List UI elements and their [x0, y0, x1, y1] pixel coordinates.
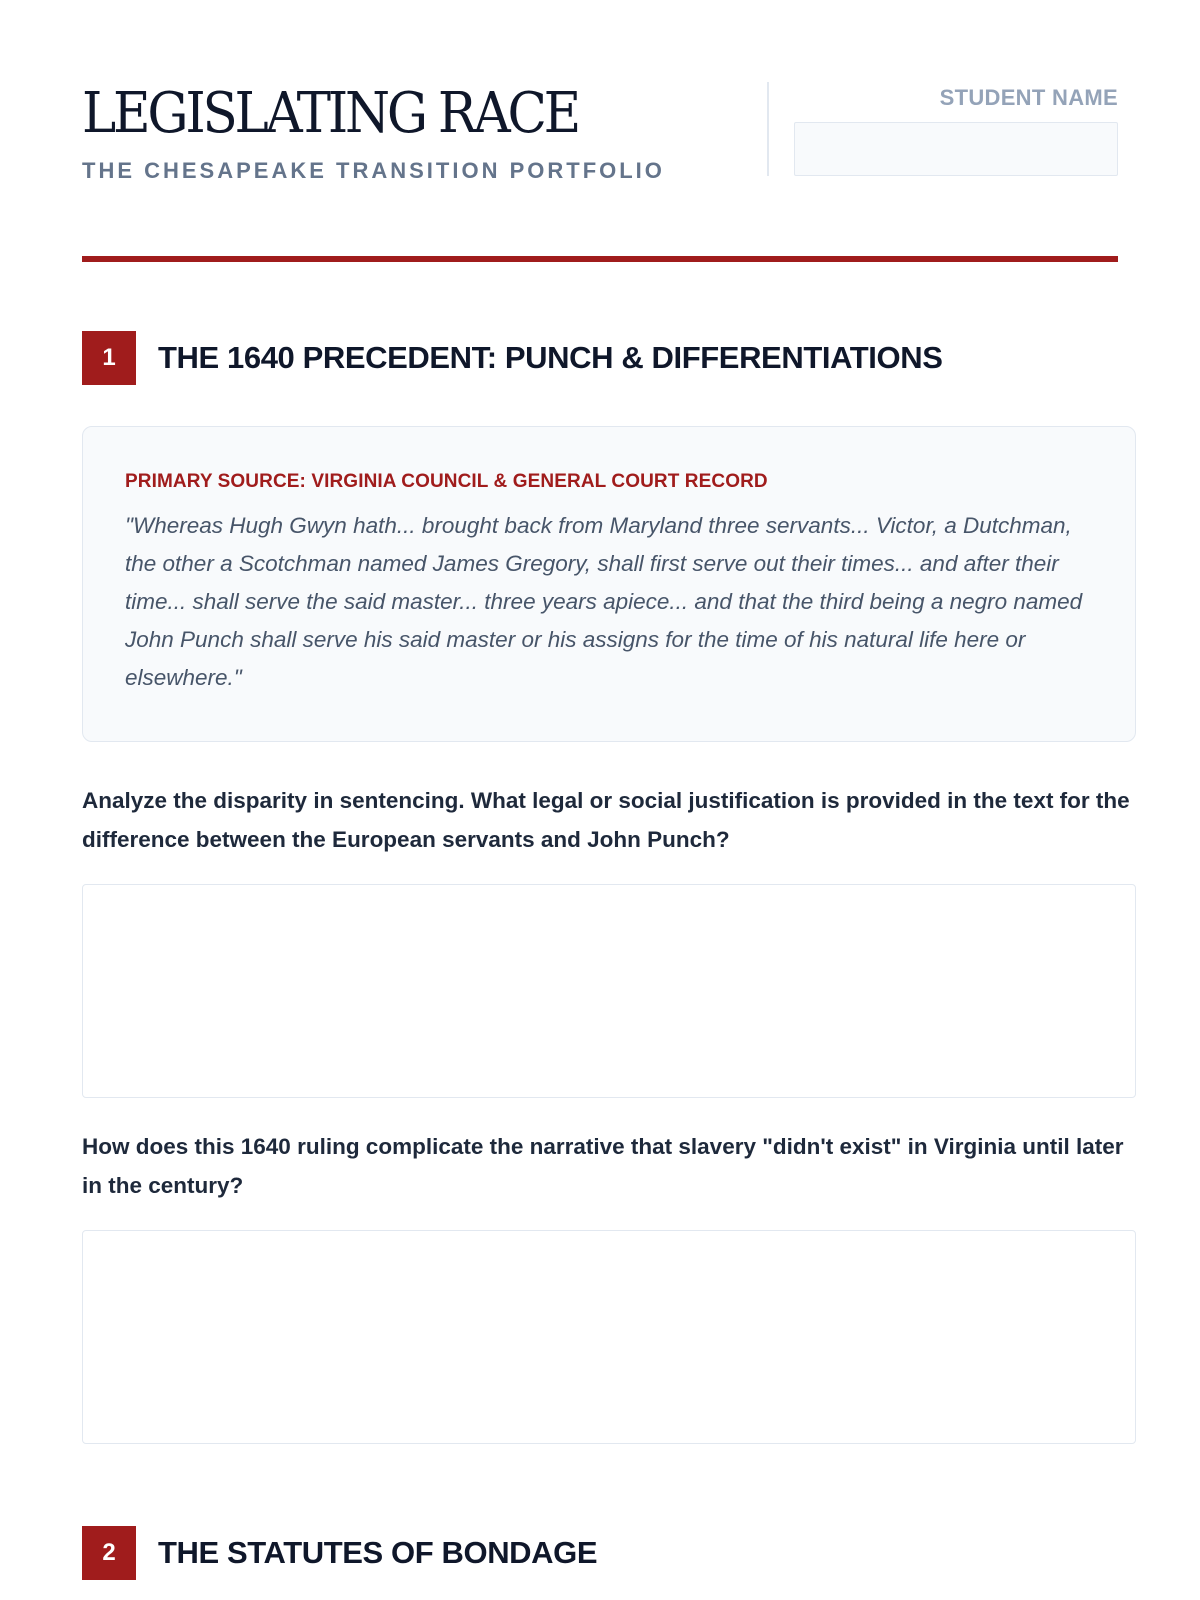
primary-source-label: PRIMARY SOURCE: VIRGINIA COUNCIL & GENERAL COURT RECORD	[125, 471, 768, 492]
worksheet-header	[82, 0, 1118, 262]
question-1-answer-field[interactable]	[82, 884, 1136, 1098]
primary-source-quote: "Whereas Hugh Gwyn hath... brought back from Maryland three servants... Victor, a Dutchman, the other a Scotchman named James Gregory, shall first serve out their times... and after their time... shall serve the said master... three years apiece... and that the third being a negro named John Punch shall serve his said master or his assigns for the time of his natural life here or elsewhere."	[125, 513, 1083, 690]
student-name-input[interactable]	[794, 122, 1118, 176]
section-1-header	[82, 331, 942, 385]
section-title: THE STATUTES OF BONDAGE	[158, 1535, 598, 1570]
header-rule	[82, 256, 1118, 262]
question-1-prompt: Analyze the disparity in sentencing. What legal or social justification is provided in the text for the difference between the European servants and John Punch?	[82, 788, 1130, 852]
question-2-prompt: How does this 1640 ruling complicate the narrative that slavery "didn't exist" in Virginia until later in the century?	[82, 1134, 1124, 1198]
page-subtitle: THE CHESAPEAKE TRANSITION PORTFOLIO	[82, 158, 665, 183]
question-2-answer-field[interactable]	[82, 1230, 1136, 1444]
primary-source-box	[82, 426, 1136, 742]
page-title: LEGISLATING RACE	[82, 81, 579, 146]
section-number-badge: 2	[82, 1526, 136, 1580]
header-divider	[767, 82, 769, 176]
student-name-label: STUDENT NAME	[939, 85, 1118, 110]
section-title: THE 1640 PRECEDENT: PUNCH & DIFFERENTIATIONS	[158, 340, 943, 375]
section-2-header	[82, 1526, 597, 1580]
section-number-badge: 1	[82, 331, 136, 385]
